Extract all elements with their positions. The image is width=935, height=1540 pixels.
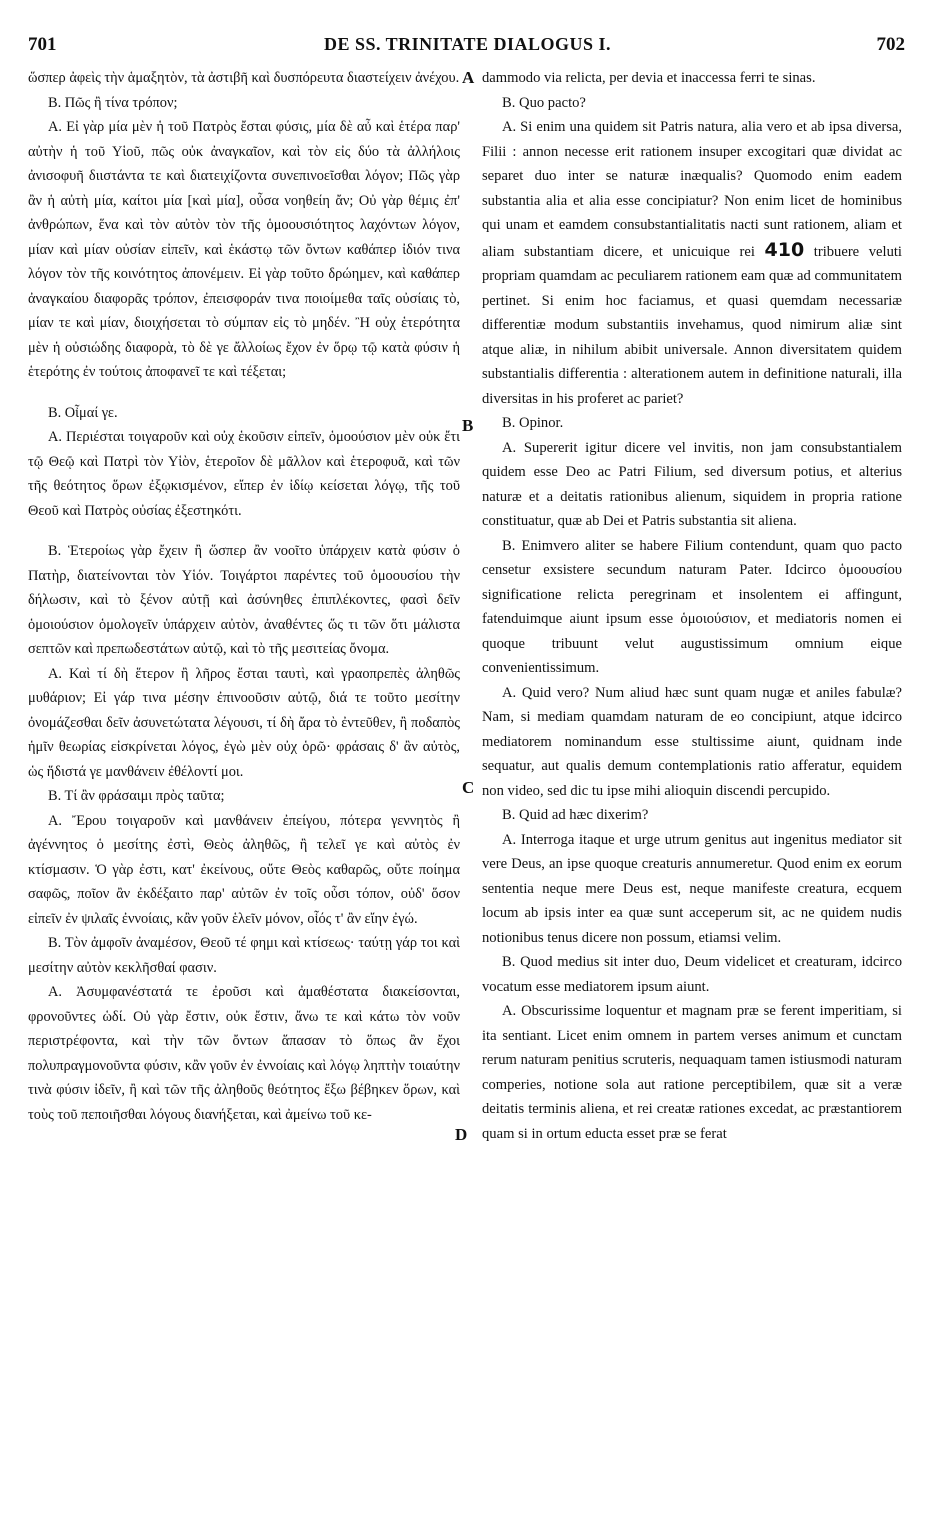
latin-paragraph: B. Opinor. xyxy=(502,415,564,431)
page-number-left: 701 xyxy=(28,34,57,55)
latin-paragraph: A. Quid vero? Num aliud hæc sunt quam nugæ et aniles fabulæ? Nam, si mediam quamdam naturam de eo concipiunt, atque idcirco mediatorem nominandum esse stultissime aiunt, quidnam inde sequatur, aut qualis demum contemplationis ratio afferatur, equidem non video, sed dic tu ipse mihi alioquin discendi percupido. xyxy=(482,684,902,799)
greek-paragraph: Β. Ἑτεροίως γὰρ ἔχειν ἢ ὥσπερ ἂν νοοῖτο ὑπάρχειν κατὰ φύσιν ὁ Πατὴρ, διατείνονται τὸν Υἱόν. Τοιγάρτοι παρέντες τοῦ ὁμοουσίου τὴν δήλωσιν, καὶ τὸ ξένον αὐτῇ καὶ ἀσύνηθες ἐπιπλέκοντες, φασὶ δεῖν ὁμοιούσιον ὁμολογεῖν ὑπάρχειν αὐτὸν, ἀναθέντες ὥς τι τῶν ὅτι μάλιστα σεπτῶν καὶ πρεπωδεστάτων αὐτῷ, καὶ τὸ τῆς μεσιτείας ὄνομα. xyxy=(28,543,460,657)
greek-paragraph: Β. Πῶς ἢ τίνα τρόπον; xyxy=(48,94,178,111)
latin-paragraph: B. Enimvero aliter se habere Filium contendunt, quam quo pacto censetur exsistere secundum naturam Pater. Idcirco ὁμοουσίου significatione relicta peregrinam et insolentem ei affingunt, fatenduimque aiunt ipsum esse ὁμοιούσιον, et mediatoris nomen ei quoque tribuunt velut augustissimum omnium eique convenientissimum. xyxy=(482,537,902,676)
margin-letter-a: A xyxy=(462,68,475,87)
margin-letter-c: C xyxy=(462,778,475,797)
greek-paragraph: ὥσπερ ἀφεὶς τὴν ἁμαξητὸν, τὰ ἀστιβῆ καὶ δυσπόρευτα διαστείχειν ἀνέχου. xyxy=(28,70,460,86)
margin-letter-b: B xyxy=(462,416,474,435)
latin-paragraph: A. Supererit igitur dicere vel invitis, non jam consubstantialem quidem esse Deo ac Patri Filium, sed diversum potius, et alterius naturæ et a deitatis rationibus alienum, siquidem in propria ratione constituatur, quæ ab Dei et Patris substantia sit aliena. xyxy=(482,439,902,529)
greek-paragraph: Β. Οἶμαί γε. xyxy=(48,404,118,421)
greek-paragraph: Β. Τὸν ἀμφοῖν ἀναμέσον, Θεοῦ τέ φημι καὶ κτίσεως· ταύτῃ γάρ τοι καὶ μεσίτην αὐτὸν κεκλῆσθαί φασιν. xyxy=(28,935,460,976)
column-number: 410 xyxy=(764,238,805,261)
latin-paragraph: dammodo via relicta, per devia et inaccessa ferri te sinas. xyxy=(482,70,816,86)
greek-column xyxy=(28,66,460,1127)
latin-text: A. Si enim una quidem sit Patris natura, alia vero et ab ipsa diversa, Filii : annon necesse erit rationem insuper excogitari quæ dividat ac separet duo inter se naturæ inæqualis? Quomodo enim eadem substantia alia et alia esse concipiatur? Non enim licet de hominibus qui unam et eamdem consubstantialitatis nacti sunt rationem, aliam et aliam substantiam dicere, et unicuique rei xyxy=(482,119,902,260)
running-title: DE SS. TRINITATE DIALOGUS I. xyxy=(323,34,612,54)
greek-paragraph: Β. Τί ἂν φράσαιμι πρὸς ταῦτα; xyxy=(48,788,225,804)
greek-paragraph: Α. Ἀσυμφανέστατά τε ἐροῦσι καὶ ἀμαθέστατα διακείσονται, φρονοῦντες ὡδί. Οὐ γὰρ ἔστιν, οὐκ ἔστιν, ἄνω τε καὶ κάτω τὸν νοῦν περιστρέφοντα, καὶ τὴν τῶν ὄντων ἅπασαν τὸ ὅπως ἂν ἔχοι πολυπραγμονοῦντα φύσιν, κἂν γοῦν ἐν ἐννοίαις καὶ λόγῳ ληπτὴν τοιαύτην τινὰ φύσιν ἰδεῖν, ἢ καὶ τῶν τῆς ἀληθοῦς θεότητος ἔξω βέβηκεν ὅρων, καὶ τοὺς τοῦ πεποιῆσθαι λόγους διανήξεται, καὶ ἀμείνω τοῦ κε- xyxy=(28,984,460,1123)
greek-paragraph: Α. Ἔρου τοιγαροῦν καὶ μανθάνειν ἐπείγου, πότερα γεννητὸς ἢ ἀγέννητος ὁ μεσίτης ἐστὶ, Θεὸς ἀληθῶς, ἢ τελεῖ γε καὶ αὐτὸς ἐν κτίσμασιν. Ὁ γὰρ ἐστι, κατ' ἐκείνους, οὔτε Θεὸς καθαρῶς, οὔτε ποίημα σαφῶς, ποῖον ἂν ἐκδέξαιτο παρ' αὐτῶν ἐν τοῖς οὖσι τόπον, οὐδ' ὅσον εἰπεῖν ἐν ψιλαῖς ἐννοίαις, κἂν γοῦν ἑλεῖν μόνον, οἷός τ' ἂν εἴην ἐγώ. xyxy=(28,812,460,927)
greek-paragraph: Α. Εἰ γὰρ μία μὲν ἡ τοῦ Πατρὸς ἔσται φύσις, μία δὲ αὖ καὶ ἑτέρα παρ' αὐτὴν ἡ τοῦ Υἱοῦ, πῶς οὐκ ἀναγκαῖον, καὶ τὸν εἰς δύο τὰ ἀλλήλοις ἀνισοφυῆ διιστάντα τε καὶ διατειχίζοντα συνεπινοεῖσθαι λόγον; Πῶς γὰρ ἂν ἡ αὐτὴ μία, καίτοι μία [καὶ μία], οὖσα νοηθείη ἄν; Οὐ γὰρ θέμις ἐπ' ἀνθρώπων, ἕνα καὶ τὸν αὐτὸν τὸν τῆς ὁμοουσιότητος λαχόντων λόγον, μίαν καὶ μίαν οὐσίαν εἰπεῖν, καὶ ἑκάστῳ τῶν ὄντων καθάπερ ἰδιόν τινα λόγον τὸν τῆς κοινότητος ἀπονέμειν. Εἰ γὰρ τοῦτο δρώημεν, καὶ καθάπερ ἀναγκαίου διαφορᾶς τρόπον, ἐπεισφοράν τινα ποιοίμεθα ταῖς οὐσίαις τὸ, μίαν τε καὶ μίαν, διοιχήσεται τὸ σύμπαν εἰς τὸ μηδέν. Ἢ οὐχ ἑτερότητα μὲν ἡ οὐσιώδης διαφορὰ, τὸ δὲ γε ἄλλοίως ἔχον ἐν ὅρῳ τῷ κατὰ φύσιν ἡ ἑτερότης ἐν τούτοις ἀποφανεῖ τε καὶ τέξεται; xyxy=(28,119,460,380)
latin-paragraph: A. Interroga itaque et urge utrum genitus aut ingenitus mediator sit vere Deus, an ipse quoque creaturis annumeretur. Quod enim ex eorum sententia neque mere Deus est, neque manifeste creatura, ecquem locum ab ipsis inter ea quæ sunt acceperum sit, ac ne quidem nudis notionibus tenus dicere non possum, etiamsi velim. xyxy=(482,831,902,946)
greek-paragraph: Α. Καὶ τί δὴ ἕτερον ἢ λῆρος ἔσται ταυτὶ, καὶ γραοπρεπὲς ἀληθῶς μυθάριον; Εἰ γάρ τινα μέσην ἐπινοοῦσιν αὐτῷ, διά τε τοῦτο μεσίτην ὀνομάζεσθαι δεῖν ἀσυνετώτατα λέγουσι, τί δὴ ἄρα τὸ ἐντεῦθεν, ἢ ποδαπὸς ἡμῖν θεωρίας εἰσκρίνεται λόγος, ἐγὼ μὲν οὐχ ὁρῶ· φράσαις δ' ἂν αὐτὸς, ὡς ἥδιστά γε μανθάνειν ἐθέλοντί μοι. xyxy=(28,665,460,780)
latin-paragraph xyxy=(482,115,902,411)
latin-column xyxy=(482,66,902,1146)
latin-text: tribuere veluti propriam quamdam ac peculiarem rationem eam quæ ad communitatem pertinet. Si enim hoc faciamus, et quasi quemdam necessariæ differentiæ modum substantiis invehamus, quod nimirum aliæ sint atque aliæ, in nihilum abibit universale. Annon diversitatem quidem substantialis differentia : alterationem autem in definitione naturali, illa diversitas in his proferet ac pariet? xyxy=(482,243,902,407)
page-number-right: 702 xyxy=(876,34,905,55)
greek-paragraph: Α. Περιέσται τοιγαροῦν καὶ οὐχ ἑκοῦσιν εἰπεῖν, ὁμοούσιον μὲν οὐκ ἔτι τῷ Θεῷ καὶ Πατρὶ τὸν Υἱὸν, ἑτεροῖον δὲ μᾶλλον καὶ ἑτεροφυᾶ, καὶ τῶν τῆς θεότητος ὅρων ἐξῳκισμένον, εἴπερ ἐν ἰδίῳ κείσεται λόγῳ, τῆς τοῦ Θεοῦ καὶ Πατρὸς οὐσίας ἐξεστηκότι. xyxy=(28,429,460,519)
latin-paragraph: A. Obscurissime loquentur et magnam præ se ferent imperitiam, si ita sentiant. Licet enim omnem in partem verses animum et cunctam rerum naturam penitius scruteris, nequaquam tamen istiusmodi naturam comperies, notione sola aut ratione perceptibilem, quæ sit a veræ deitatis terminis aliena, et rei creatæ rationes excedat, ac præstantiorem quam si in ortum educta esset præ se ferat xyxy=(482,1003,902,1142)
latin-paragraph: B. Quo pacto? xyxy=(502,94,586,111)
running-header xyxy=(0,34,935,64)
latin-paragraph: B. Quod medius sit inter duo, Deum videlicet et creaturam, idcirco vocatum esse mediatorem ipsum aiunt. xyxy=(482,954,902,995)
margin-letter-d: D xyxy=(455,1125,468,1144)
latin-paragraph: B. Quid ad hæc dixerim? xyxy=(502,807,649,823)
